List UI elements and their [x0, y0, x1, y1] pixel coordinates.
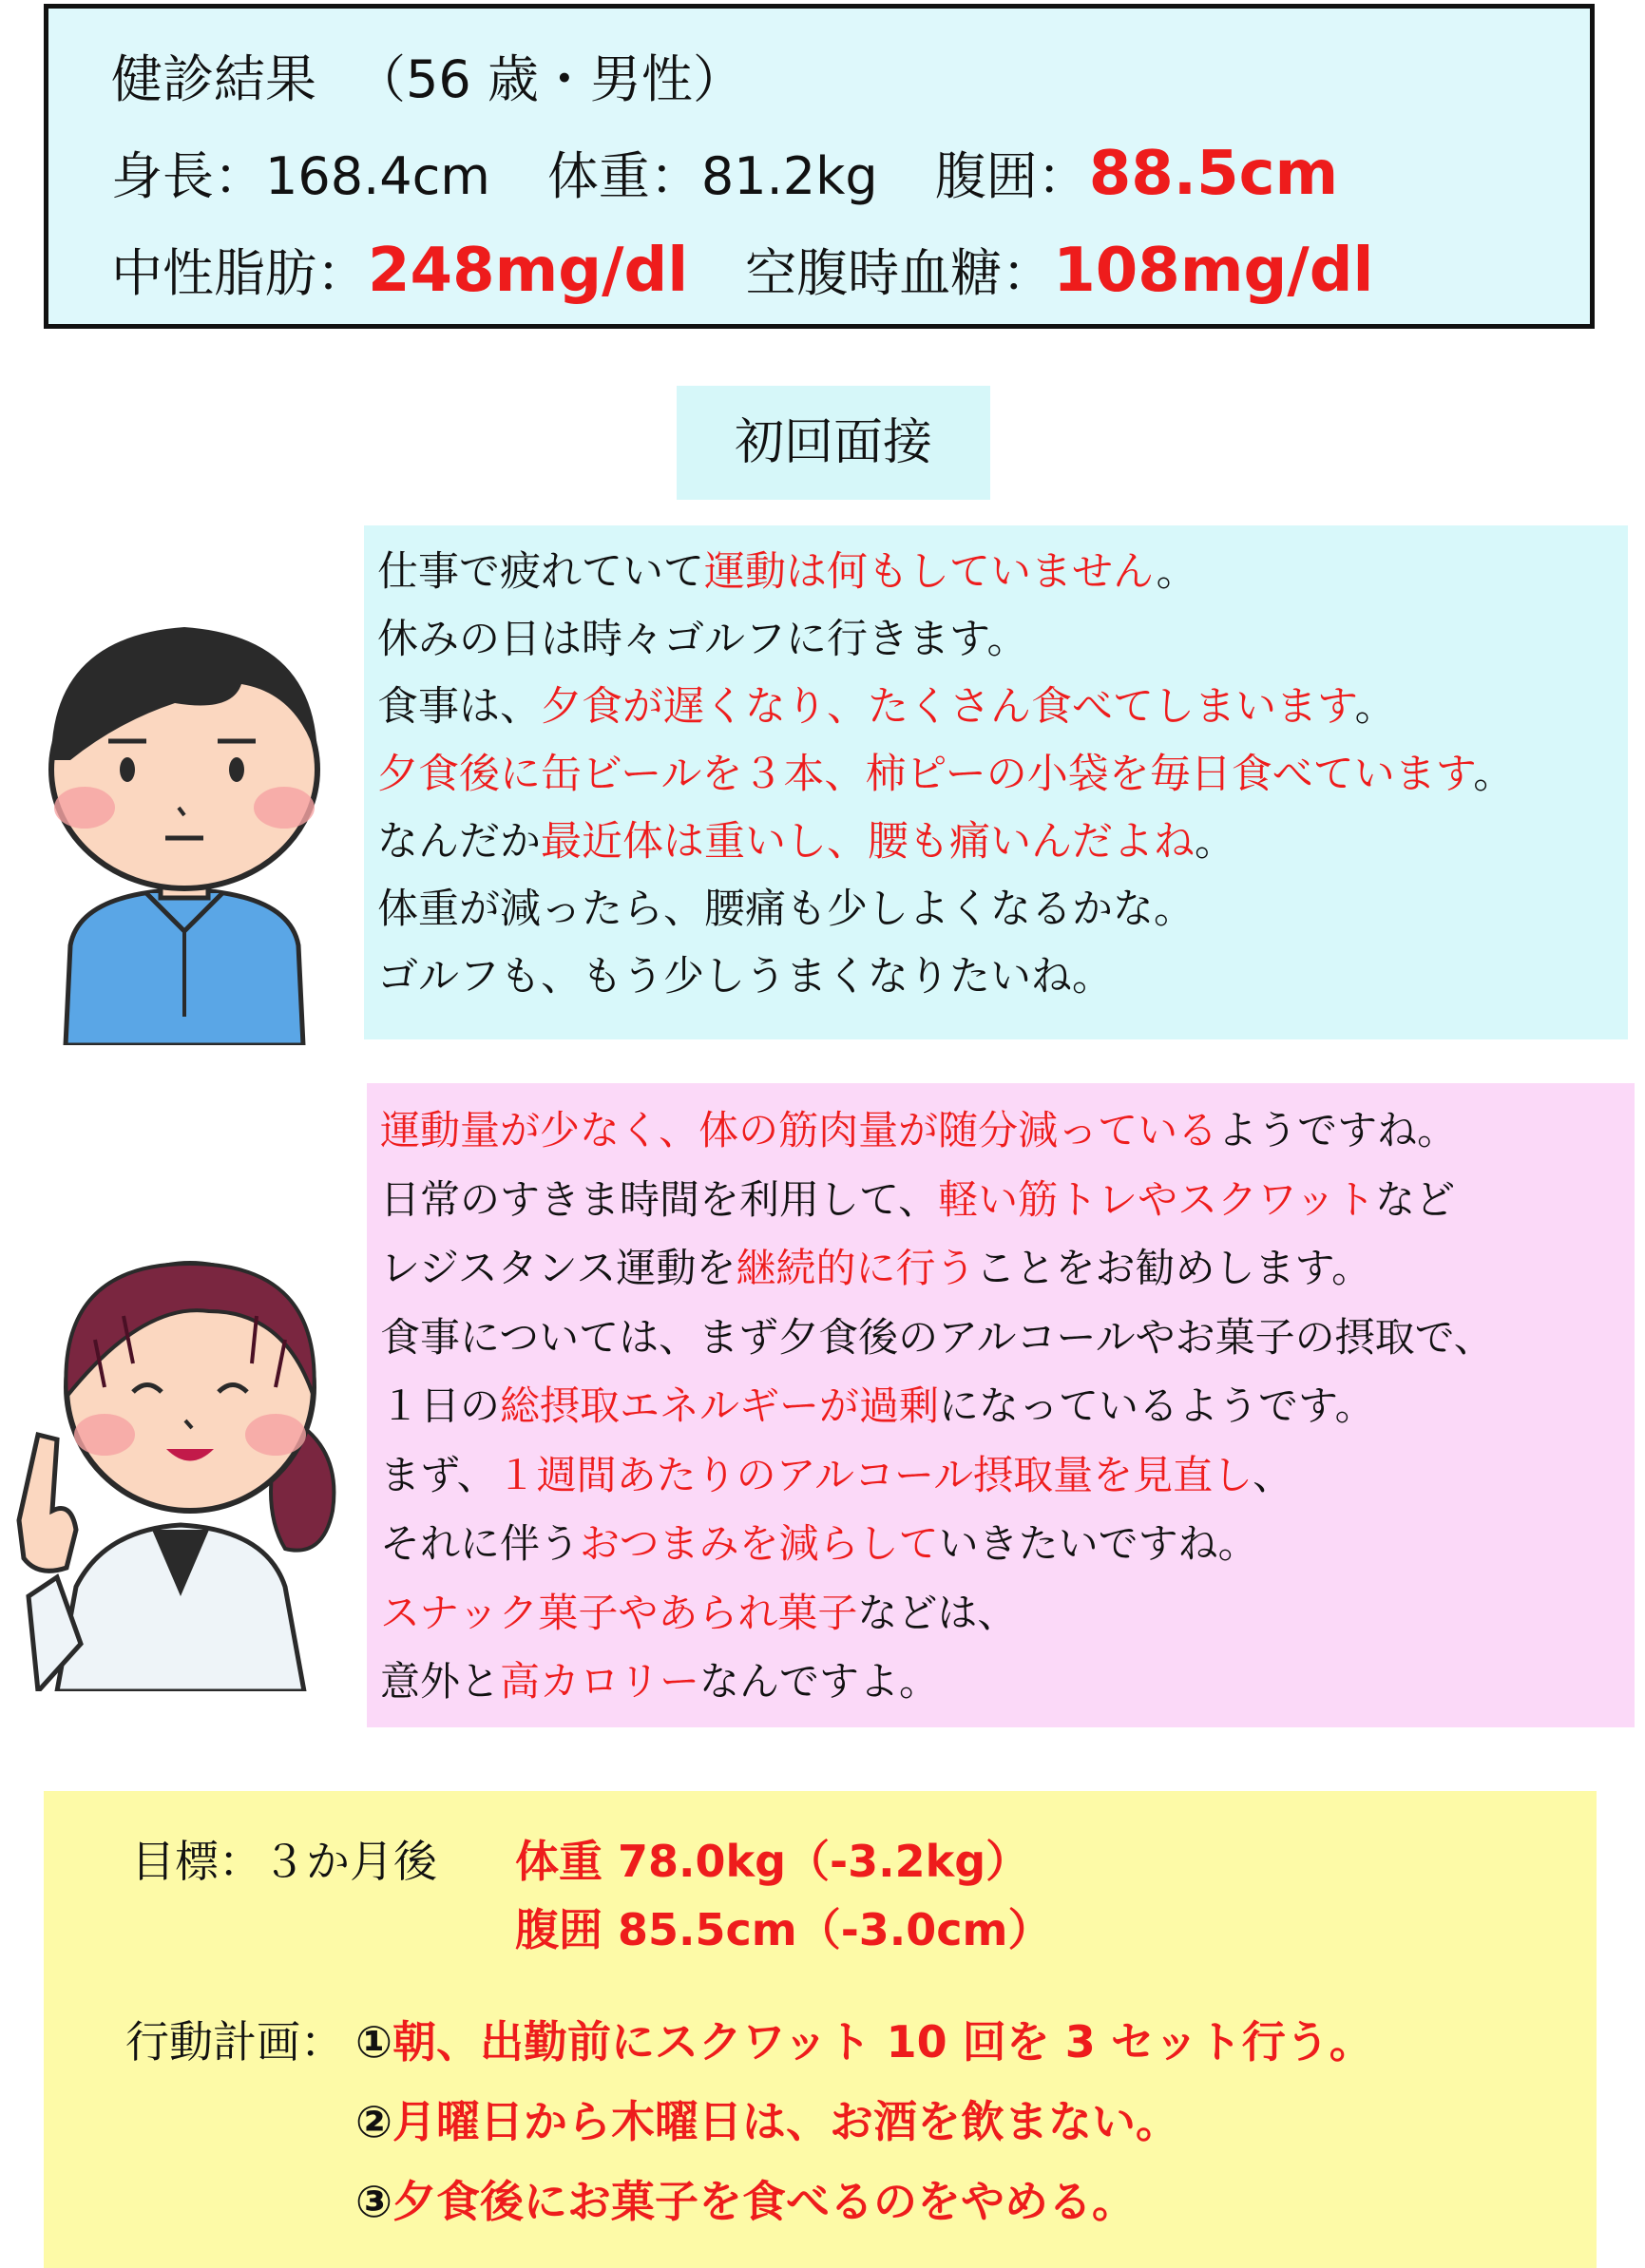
advisor-speech-line — [380, 1648, 1635, 1717]
advisor-speech-line — [380, 1372, 1635, 1441]
advisor-speech-line-segment: 、 — [1253, 1451, 1293, 1498]
weight-value: 81.2kg — [700, 146, 878, 206]
waist-value: 88.5cm — [1088, 139, 1339, 209]
advisor-speech-line-segment: 運動量が少なく、体の筋肉量が随分減っている — [380, 1107, 1218, 1153]
action-text-1: 朝、出勤前にスクワット 10 回を 3 セット行う。 — [392, 2016, 1373, 2068]
advisor-speech-line-segment: ようですね。 — [1217, 1107, 1458, 1153]
client-speech-line — [377, 674, 1628, 741]
action-plan-label: 行動計画： — [125, 2016, 344, 2068]
client-speech-line-segment: 最近体は重いし、腰も痛いんだよね — [541, 818, 1195, 866]
advisor-speech-line-segment: １週間あたりのアルコール摂取量を見直し — [496, 1451, 1253, 1498]
action-item-2 — [355, 2087, 1179, 2150]
action-text-3: 夕食後にお菓子を食べるのをやめる。 — [392, 2176, 1136, 2227]
advisor-speech-line — [380, 1096, 1635, 1166]
male-client-illustration — [13, 570, 355, 1045]
checkup-profile: （56 歳・男性） — [354, 49, 744, 109]
advisor-speech-line-segment: なんですよ。 — [699, 1658, 940, 1705]
advisor-speech-line — [380, 1304, 1635, 1373]
advisor-speech-line-segment: まず、 — [380, 1451, 497, 1498]
weight-label: 体重： — [546, 146, 701, 206]
advisor-speech-line-segment: １日の — [380, 1382, 501, 1429]
goal-and-action-plan-box — [44, 1791, 1597, 2268]
advisor-speech-line-segment: 高カロリー — [500, 1658, 700, 1705]
advisor-speech-line-segment: などは、 — [857, 1589, 1018, 1636]
height-label: 身長： — [111, 146, 265, 206]
client-speech-line — [377, 741, 1628, 809]
client-speech-line-segment: 食事は、 — [377, 683, 541, 731]
advisor-speech-box — [367, 1083, 1635, 1727]
advisor-speech-line-segment: 継続的に行う — [736, 1245, 976, 1291]
goal-label: 目標：３か月後 — [131, 1836, 437, 1887]
advisor-speech-line-segment: 意外と — [380, 1658, 501, 1705]
action-text-2: 月曜日から木曜日は、お酒を飲まない。 — [392, 2096, 1179, 2147]
client-speech-line — [377, 876, 1628, 943]
action-item-3 — [355, 2167, 1136, 2230]
advisor-speech-lines — [380, 1096, 1635, 1717]
checkup-results-box — [44, 4, 1595, 329]
section-title: 初回面接 — [677, 386, 990, 500]
action-number-3: ③ — [355, 2176, 392, 2227]
advisor-speech-line-segment: ことをお勧めします。 — [975, 1245, 1372, 1291]
action-number-1: ① — [355, 2016, 392, 2068]
client-speech-line-segment: なんだか — [377, 818, 541, 866]
client-speech-line-segment: 夕食が遅くなり、たくさん食べてしまいます — [541, 683, 1355, 731]
client-speech-line-segment: 運動は何もしていません — [704, 548, 1157, 596]
advisor-speech-line-segment: それに伴う — [380, 1520, 581, 1567]
client-speech-line — [377, 809, 1628, 876]
triglyceride-label: 中性脂肪： — [111, 243, 368, 303]
client-speech-line-segment: 休みの日は時々ゴルフに行きます。 — [377, 616, 1028, 663]
advisor-speech-line — [380, 1166, 1635, 1235]
advisor-speech-line-segment: 日常のすきま時間を利用して、 — [380, 1175, 939, 1223]
client-speech-line-segment: 。 — [1156, 548, 1197, 596]
action-number-2: ② — [355, 2096, 392, 2147]
advisor-speech-line — [380, 1579, 1635, 1649]
goal-weight: 体重 78.0kg（-3.2kg） — [515, 1836, 1030, 1887]
advisor-speech-line-segment: スナック菓子やあられ菓子 — [380, 1589, 858, 1636]
advisor-speech-line-segment: レジスタンス運動を — [380, 1245, 736, 1291]
triglyceride-value: 248mg/dl — [368, 236, 689, 306]
advisor-speech-line — [380, 1510, 1635, 1579]
client-speech-line-segment: 体重が減ったら、腰痛も少しよくなるかな。 — [377, 886, 1195, 933]
client-speech-box — [364, 525, 1628, 1039]
client-speech-line-segment: 。 — [1354, 683, 1396, 731]
client-speech-lines — [377, 539, 1628, 1011]
checkup-title-line — [111, 39, 744, 112]
action-item-1 — [355, 2008, 1373, 2070]
client-speech-line-segment: 。 — [1195, 818, 1235, 866]
advisor-speech-line-segment: になっているようです。 — [939, 1382, 1375, 1429]
client-speech-line-segment: 。 — [1473, 751, 1515, 798]
checkup-title: 健診結果 — [111, 49, 316, 109]
advisor-speech-line-segment: 総摂取エネルギーが過剰 — [500, 1382, 940, 1429]
client-speech-line — [377, 606, 1628, 674]
body-measurements-line — [111, 136, 1338, 209]
waist-label: 腹囲： — [934, 146, 1089, 206]
fasting-glucose-label: 空腹時血糖： — [745, 243, 1054, 303]
client-speech-line-segment: ゴルフも、もう少しうまくなりたいね。 — [377, 953, 1113, 1001]
client-speech-line — [377, 539, 1628, 606]
advisor-speech-line — [380, 1441, 1635, 1511]
goal-waist: 腹囲 85.5cm（-3.0cm） — [515, 1904, 1052, 1955]
advisor-speech-line-segment: など — [1375, 1175, 1456, 1223]
blood-test-line — [111, 233, 1373, 306]
advisor-speech-line — [380, 1234, 1635, 1304]
height-value: 168.4cm — [265, 146, 490, 206]
advisor-speech-line-segment: 食事については、まず夕食後のアルコールやお菓子の摂取で、 — [380, 1313, 1494, 1361]
client-speech-line-segment: 仕事で疲れていて — [377, 548, 704, 596]
fasting-glucose-value: 108mg/dl — [1053, 236, 1374, 306]
advisor-speech-line-segment: いきたいですね。 — [938, 1520, 1258, 1567]
client-speech-line-segment: 夕食後に缶ビールを３本、柿ピーの小袋を毎日食べています — [377, 751, 1474, 798]
client-speech-line — [377, 943, 1628, 1011]
female-advisor-illustration — [0, 1197, 361, 1691]
advisor-speech-line-segment: おつまみを減らして — [580, 1520, 939, 1567]
advisor-speech-line-segment: 軽い筋トレやスクワット — [938, 1175, 1376, 1223]
